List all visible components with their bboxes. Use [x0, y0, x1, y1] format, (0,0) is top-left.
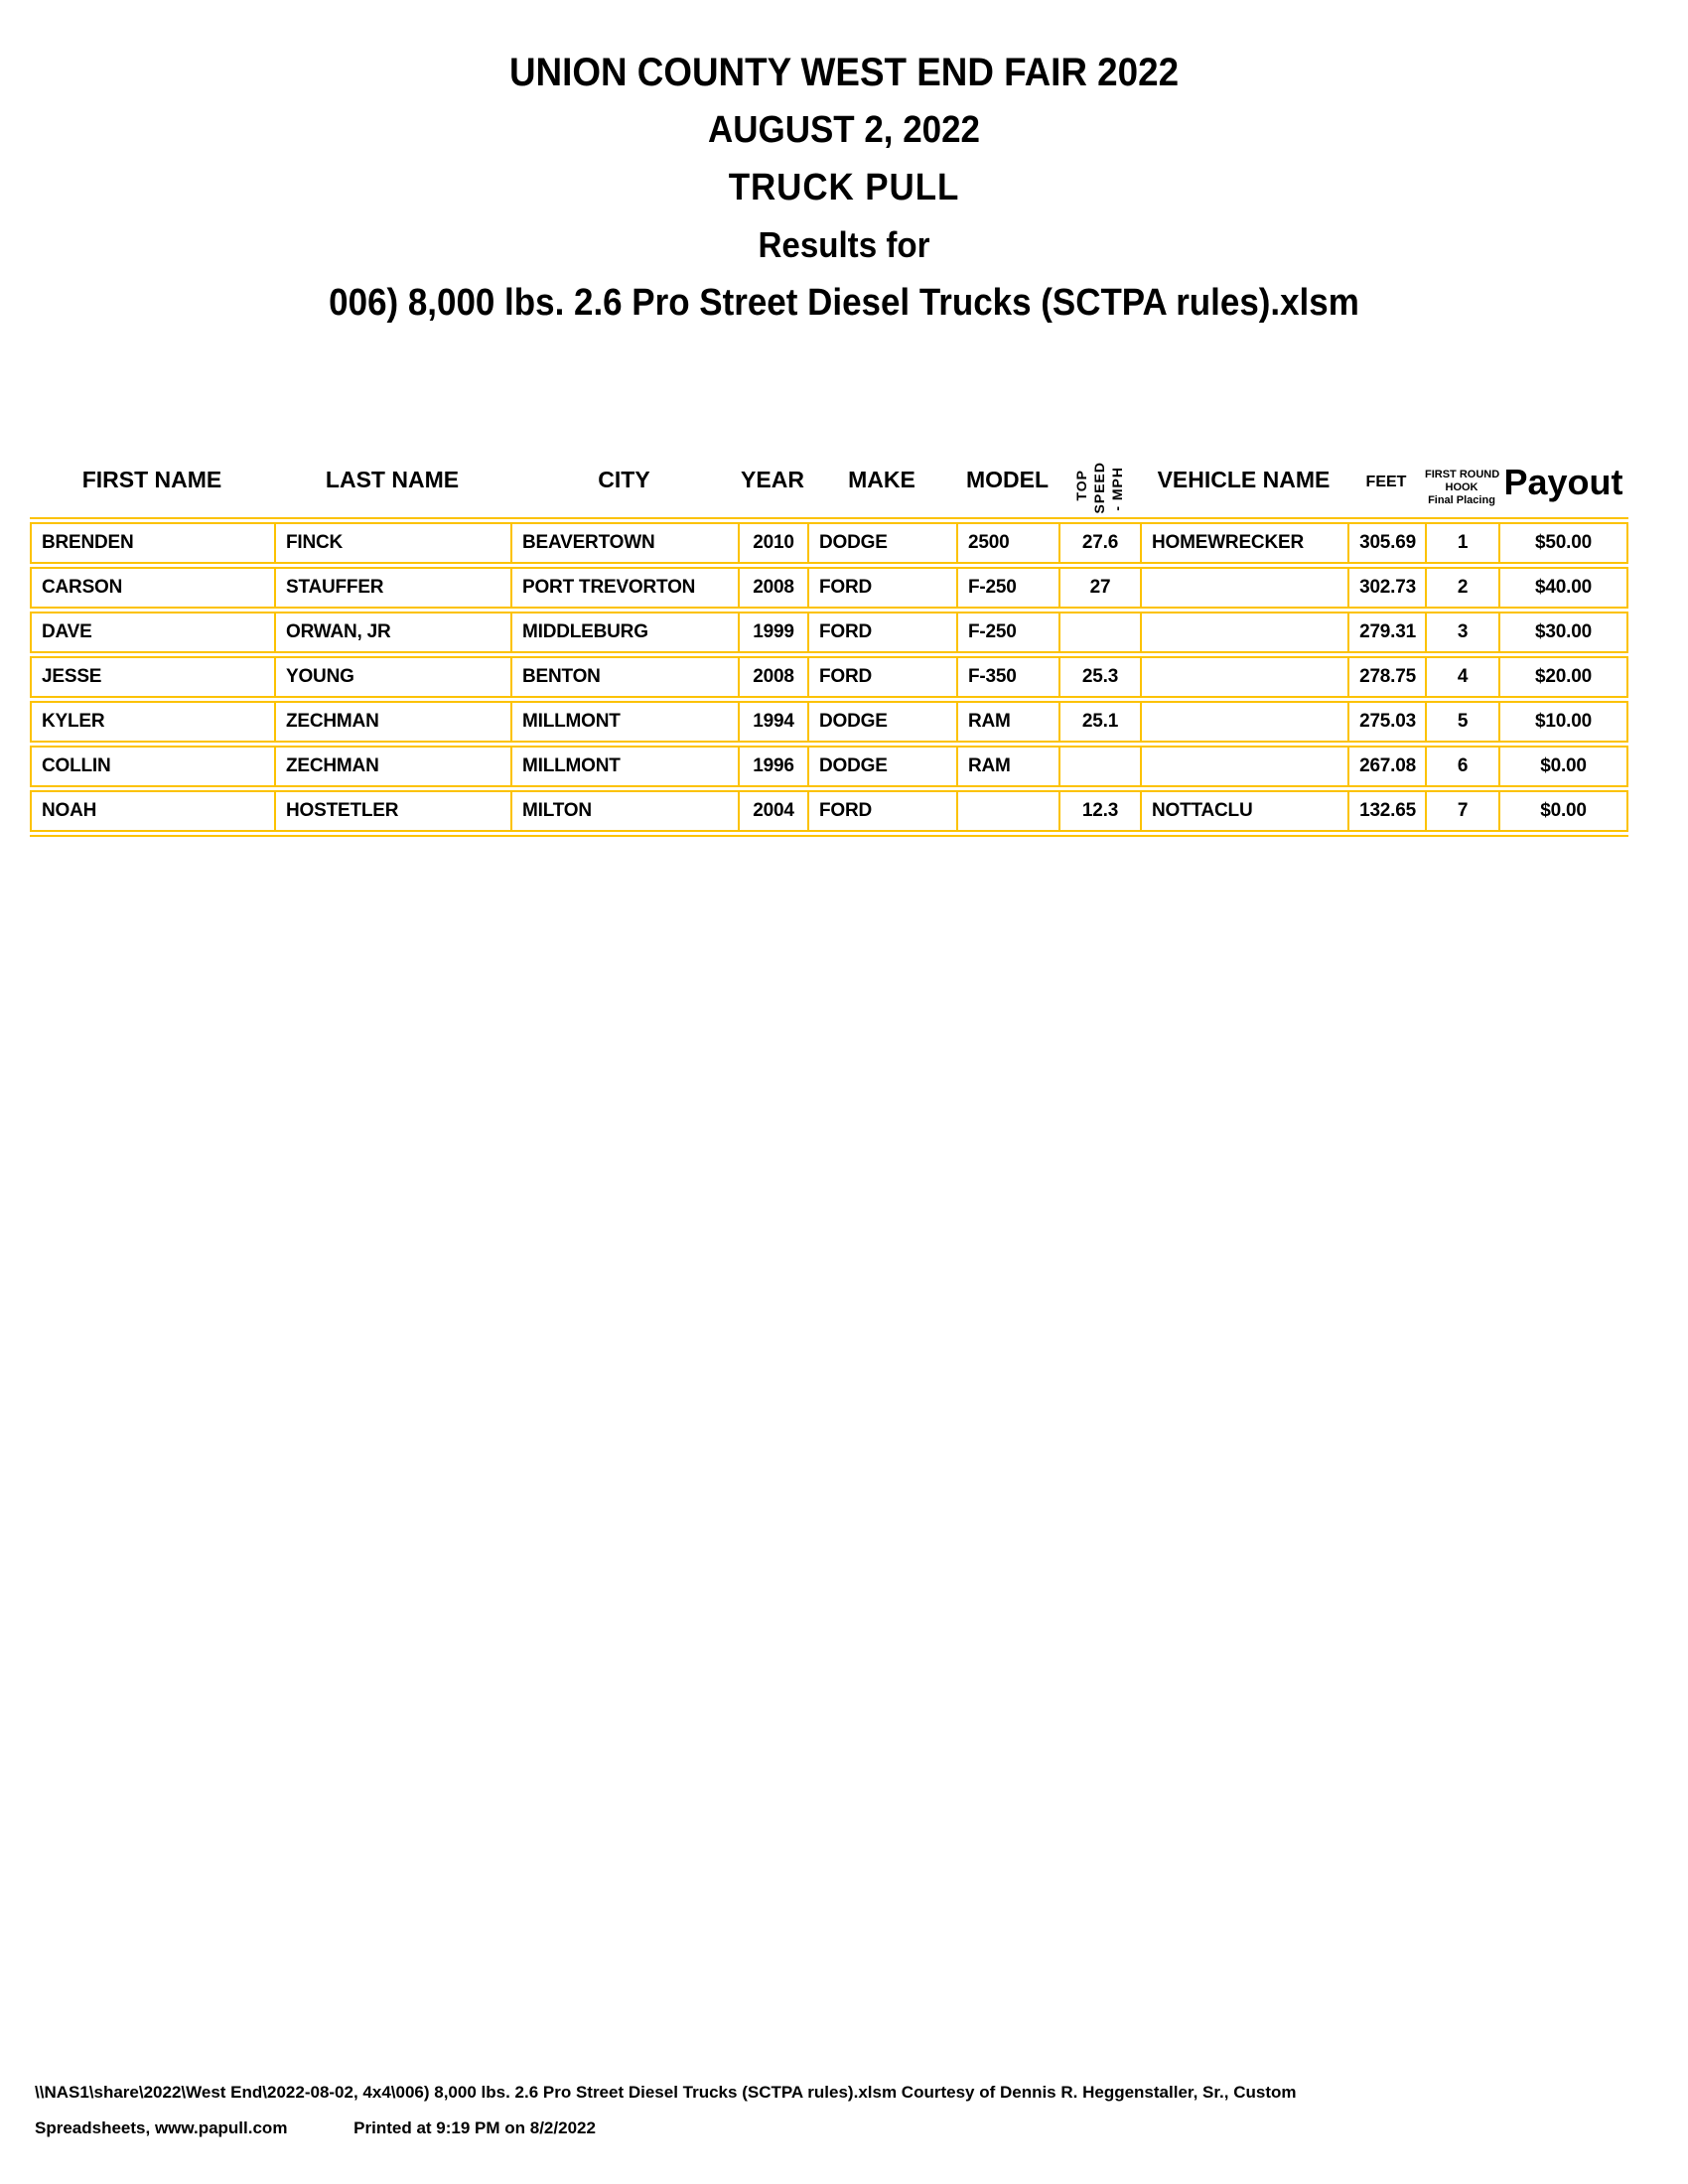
cell-payout: $20.00 — [1535, 666, 1592, 687]
col-header-first-name: FIRST NAME — [81, 467, 222, 492]
cell-vehicle-name — [1142, 703, 1349, 741]
cell-city: PORT TREVORTON — [512, 569, 740, 607]
footer-website: Spreadsheets, www.papull.com — [35, 2118, 288, 2137]
event-date: AUGUST 2, 2022 — [708, 109, 980, 151]
cell-first-name: KYLER — [32, 703, 276, 741]
table-row — [30, 567, 1628, 609]
cell-vehicle-name: NOTTACLU — [1142, 792, 1349, 830]
cell-year: 2010 — [740, 524, 809, 562]
cell-model: F-250 — [958, 614, 1060, 651]
col-header-city: CITY — [598, 467, 650, 492]
col-header-model: MODEL — [965, 467, 1050, 492]
cell-year: 1996 — [740, 748, 809, 785]
cell-top-speed — [1060, 748, 1142, 785]
cell-top-speed: 27 — [1060, 569, 1142, 607]
cell-first-name: CARSON — [32, 569, 276, 607]
cell-top-speed: 12.3 — [1060, 792, 1142, 830]
cell-hook: 2 — [1427, 569, 1500, 607]
cell-first-name: NOAH — [32, 792, 276, 830]
cell-city: MILLMONT — [512, 748, 740, 785]
cell-top-speed: 25.3 — [1060, 658, 1142, 696]
results-for-label: Results for — [758, 224, 930, 265]
cell-payout: $30.00 — [1535, 621, 1592, 642]
cell-city: MILTON — [512, 792, 740, 830]
cell-top-speed: 27.6 — [1060, 524, 1142, 562]
cell-top-speed: 25.1 — [1060, 703, 1142, 741]
cell-hook: 7 — [1427, 792, 1500, 830]
cell-payout: $40.00 — [1535, 577, 1592, 598]
table-rows — [30, 517, 1628, 837]
cell-make: DODGE — [809, 703, 958, 741]
footer-file-path: \\NAS1\share\2022\West End\2022-08-02, 4x4\006) 8,000 lbs. 2.6 Pro Street Diesel Trucks (SCTPA rules).xlsm Courtesy of Dennis R. Heggenstaller, Sr., Custom — [35, 2083, 1297, 2102]
cell-hook: 6 — [1427, 748, 1500, 785]
fair-title: UNION COUNTY WEST END FAIR 2022 — [508, 51, 1180, 94]
cell-make: DODGE — [809, 748, 958, 785]
cell-hook: 4 — [1427, 658, 1500, 696]
table-row — [30, 522, 1628, 564]
cell-feet: 275.03 — [1349, 703, 1427, 741]
col-header-hook — [1425, 469, 1498, 517]
top-speed-word-top: TOP — [1072, 470, 1089, 501]
cell-model: RAM — [958, 748, 1060, 785]
cell-last-name: ZECHMAN — [276, 703, 512, 741]
col-header-year: YEAR — [741, 467, 804, 492]
cell-payout: $0.00 — [1540, 755, 1587, 776]
table-row — [30, 701, 1628, 743]
cell-feet: 278.75 — [1349, 658, 1427, 696]
table-row — [30, 612, 1628, 653]
cell-year: 2008 — [740, 658, 809, 696]
cell-city: BEAVERTOWN — [512, 524, 740, 562]
cell-city: BENTON — [512, 658, 740, 696]
cell-model: 2500 — [958, 524, 1060, 562]
footer-printed-timestamp: Printed at 9:19 PM on 8/2/2022 — [353, 2118, 596, 2137]
hook-header-line-2: HOOK — [1445, 481, 1478, 493]
cell-year: 1999 — [740, 614, 809, 651]
cell-model: RAM — [958, 703, 1060, 741]
cell-vehicle-name — [1142, 748, 1349, 785]
cell-city: MILLMONT — [512, 703, 740, 741]
cell-first-name: DAVE — [32, 614, 276, 651]
cell-model: F-250 — [958, 569, 1060, 607]
cell-feet: 302.73 — [1349, 569, 1427, 607]
top-speed-word-speed: SPEED — [1090, 461, 1107, 513]
cell-last-name: YOUNG — [276, 658, 512, 696]
cell-vehicle-name — [1142, 569, 1349, 607]
class-filename: 006) 8,000 lbs. 2.6 Pro Street Diesel Trucks (SCTPA rules).xlsm — [329, 282, 1359, 324]
cell-feet: 267.08 — [1349, 748, 1427, 785]
cell-year: 2004 — [740, 792, 809, 830]
cell-last-name: FINCK — [276, 524, 512, 562]
cell-last-name: ZECHMAN — [276, 748, 512, 785]
cell-last-name: STAUFFER — [276, 569, 512, 607]
table-row — [30, 790, 1628, 832]
hook-header-line-3: Final Placing — [1428, 494, 1495, 506]
table-row — [30, 656, 1628, 698]
cell-first-name: COLLIN — [32, 748, 276, 785]
report-title-block — [68, 44, 1620, 332]
col-header-vehicle-name: VEHICLE NAME — [1157, 467, 1331, 492]
cell-vehicle-name — [1142, 658, 1349, 696]
cell-year: 2008 — [740, 569, 809, 607]
results-table — [30, 440, 1628, 837]
cell-make: FORD — [809, 614, 958, 651]
event-name: TRUCK PULL — [728, 167, 960, 208]
cell-year: 1994 — [740, 703, 809, 741]
table-row — [30, 746, 1628, 787]
cell-make: FORD — [809, 569, 958, 607]
col-header-feet: FEET — [1365, 474, 1407, 490]
footer-second-line — [35, 2111, 1663, 2146]
cell-model — [958, 792, 1060, 830]
col-header-top-speed — [1058, 442, 1140, 517]
cell-model: F-350 — [958, 658, 1060, 696]
cell-payout: $10.00 — [1535, 711, 1592, 732]
cell-first-name: BRENDEN — [32, 524, 276, 562]
cell-hook: 1 — [1427, 524, 1500, 562]
cell-make: FORD — [809, 792, 958, 830]
cell-hook: 3 — [1427, 614, 1500, 651]
col-header-make: MAKE — [848, 467, 915, 492]
cell-first-name: JESSE — [32, 658, 276, 696]
table-header-row — [30, 440, 1628, 517]
cell-vehicle-name: HOMEWRECKER — [1142, 524, 1349, 562]
cell-city: MIDDLEBURG — [512, 614, 740, 651]
cell-hook: 5 — [1427, 703, 1500, 741]
cell-vehicle-name — [1142, 614, 1349, 651]
cell-feet: 305.69 — [1349, 524, 1427, 562]
cell-make: FORD — [809, 658, 958, 696]
cell-feet: 279.31 — [1349, 614, 1427, 651]
cell-last-name: HOSTETLER — [276, 792, 512, 830]
col-header-payout: Payout — [1503, 462, 1623, 502]
report-footer — [35, 2075, 1663, 2146]
hook-header-line-1: FIRST ROUND — [1425, 469, 1500, 480]
cell-top-speed — [1060, 614, 1142, 651]
cell-make: DODGE — [809, 524, 958, 562]
cell-payout: $0.00 — [1540, 800, 1587, 821]
cell-last-name: ORWAN, JR — [276, 614, 512, 651]
col-header-last-name: LAST NAME — [325, 467, 460, 492]
cell-payout: $50.00 — [1535, 532, 1592, 553]
top-speed-word-mph: - MPH — [1108, 467, 1125, 511]
cell-feet: 132.65 — [1349, 792, 1427, 830]
